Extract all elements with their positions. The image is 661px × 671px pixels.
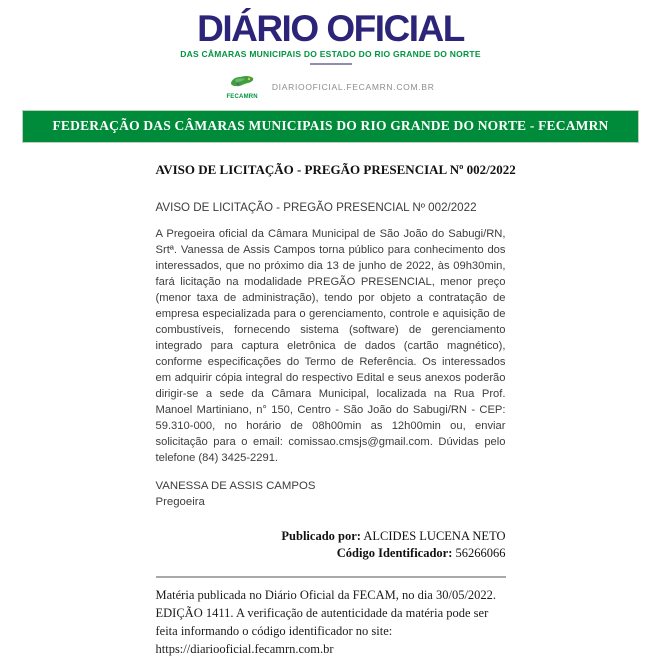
published-by-line bbox=[156, 528, 506, 545]
published-by-label: Publicado por: bbox=[281, 528, 361, 543]
masthead-logo-row bbox=[0, 72, 661, 102]
published-by-value: ALCIDES LUCENA NETO bbox=[360, 528, 506, 543]
identifier-code-line bbox=[156, 545, 506, 562]
page-title: DIÁRIO OFICIAL bbox=[197, 8, 464, 49]
identifier-code-label: Código Identificador: bbox=[336, 545, 453, 560]
fecamrn-logo bbox=[226, 74, 257, 100]
masthead-subtitle: DAS CÂMARAS MUNICIPAIS DO ESTADO DO RIO GRANDE DO NORTE bbox=[180, 48, 481, 59]
signature-block bbox=[156, 478, 506, 510]
federation-banner: FEDERAÇÃO DAS CÂMARAS MUNICIPAIS DO RIO GRANDE DO NORTE - FECAMRN bbox=[22, 110, 639, 143]
fecamrn-logo-label: FECAMRN bbox=[226, 93, 258, 100]
identifier-code-value: 56266066 bbox=[452, 545, 506, 560]
masthead bbox=[0, 0, 661, 102]
article-body: A Pregoeira oficial da Câmara Municipal de São João do Sabugi/RN, Srtª. Vanessa de Assis Campos torna público para conhecimento dos interessados, que no próximo dia 13 de junho de 2022, às 09h30min, fará licitação na modalidade PREGÃO PRESENCIAL, menor preço (menor taxa de administração), tendo por objeto a contratação de empresa especializada para o gerenciamento, controle e aquisição de combustíveis, fornecendo sistema (software) de gerenciamento integrado para captura eletrônica de dados (cartão magnético), conforme especificações do Termo de Referência. Os interessados em adquirir cópia integral do respectivo Edital e seus anexos poderão dirigir-se a sede da Câmara Municipal, localizada na Rua Prof. Manoel Martiniano, n° 150, Centro - São João do Sabugi/RN - CEP: 59.310-000, no horário de 08h00min as 12h00min ou, enviar solicitação para o email: comissao.cmsjs@gmail.com. Dúvidas pelo telefone (84) 3425-2291. bbox=[155, 227, 506, 464]
article-subheading: AVISO DE LICITAÇÃO - PREGÃO PRESENCIAL Nº 002/2022 bbox=[155, 200, 477, 214]
fecamrn-map-icon bbox=[229, 74, 255, 93]
footer-note: Matéria publicada no Diário Oficial da FECAM, no dia 30/05/2022. EDIÇÃO 1411. A verificação de autenticidade da matéria pode ser feita informando o código identificador no site: bbox=[155, 587, 497, 638]
signature-name: VANESSA DE ASSIS CAMPOS bbox=[155, 479, 316, 492]
footer-rule bbox=[156, 576, 506, 578]
signature-role: Pregoeira bbox=[155, 495, 205, 508]
article-heading: AVISO DE LICITAÇÃO - PREGÃO PRESENCIAL Nº 002/2022 bbox=[155, 161, 516, 177]
masthead-site-url[interactable]: DIARIOOFICIAL.FECAMRN.COM.BR bbox=[271, 81, 435, 92]
publication-credits bbox=[156, 528, 506, 562]
masthead-rule bbox=[310, 63, 352, 65]
article bbox=[155, 161, 516, 658]
footer-site-link[interactable]: https://diariooficial.fecamrn.com.br bbox=[155, 641, 334, 656]
